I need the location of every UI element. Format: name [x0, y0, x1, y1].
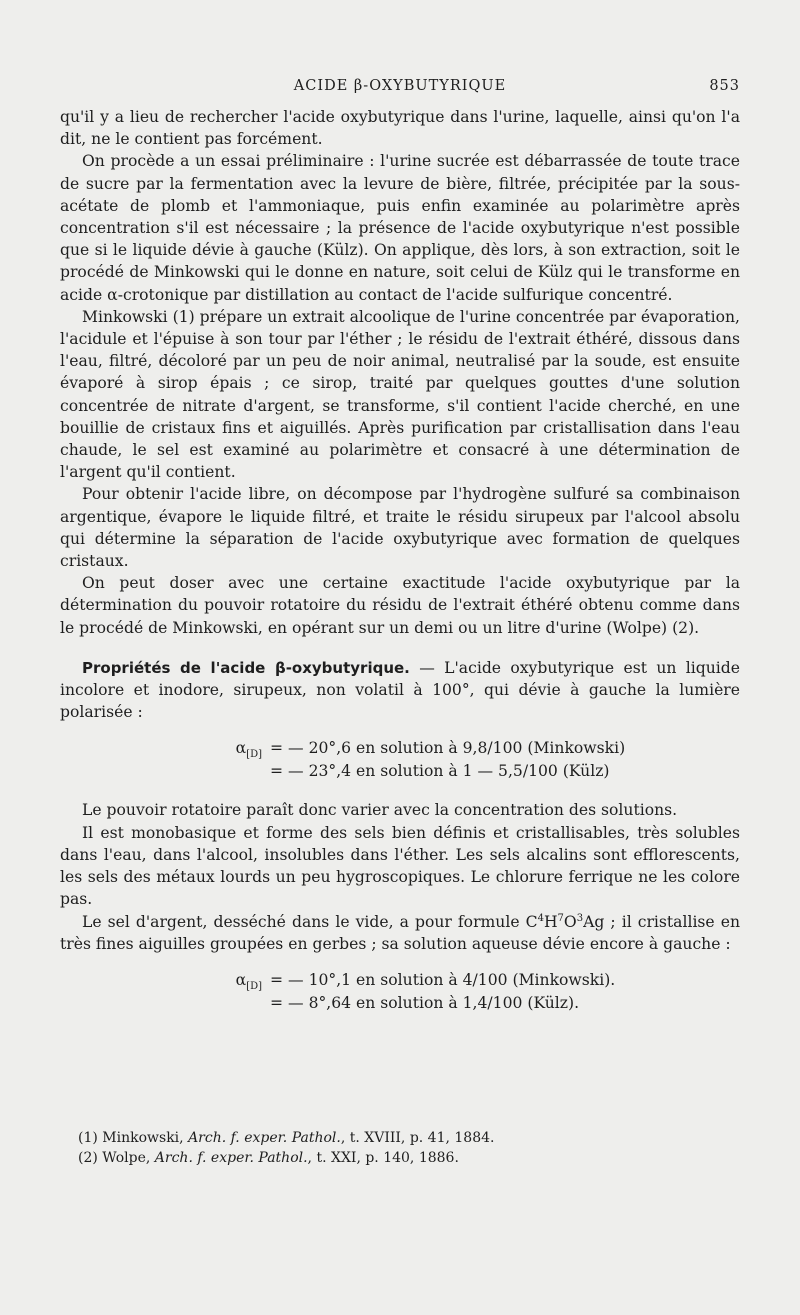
alpha-symbol: $\alpha_{[D]}$ [235, 739, 262, 761]
formula-row: = — 23°,4 en solution à 1 — 5,5/100 (Külz) [270, 762, 610, 781]
page-number: 853 [709, 78, 740, 94]
paragraph: qu'il y a lieu de rechercher l'acide oxybutyrique dans l'urine, laquelle, ainsi qu'on l'a dit, ne le contient pas forcément. [60, 108, 740, 149]
rotation-formula-2 [60, 969, 740, 1015]
paragraph: Le pouvoir rotatoire paraît donc varier avec la concentration des solutions. [82, 801, 678, 820]
section-heading: Propriétés de l'acide β-oxybutyrique. [82, 658, 410, 677]
running-header [60, 78, 740, 102]
paragraph: On procède a un essai préliminaire : l'urine sucrée est débarrassée de toute trace de sucre par la fermentation avec la levure de bière, filtrée, précipitée par la sous-acétate de plomb et l'ammoniaque, puis enfin examinée au polarimètre après concentration s'il est nécessaire ; la présence de l'acide oxybutyrique n'est possible que si le liquide dévie à gauche (Külz). On applique, dès lors, à son extraction, soit le procédé de Minkowski qui le donne en nature, soit celui de Külz qui le transforme en acide α-crotonique par distillation au contact de l'acide sulfurique concentré. [60, 152, 740, 304]
alpha-symbol: $\alpha_{[D]}$ [235, 970, 262, 993]
footnotes [78, 1128, 738, 1168]
section-paragraph [60, 657, 740, 724]
section-gap [60, 639, 740, 657]
paragraph: Pour obtenir l'acide libre, on décompose par l'hydrogène sulfuré sa combinaison argentique, évapore le liquide filtré, et traite le résidu sirupeux par l'alcool absolu qui détermine la séparation de l'acide oxybutyrique avec formation de quelques cristaux. [60, 485, 740, 571]
paragraph: On peut doser avec une certaine exactitude l'acide oxybutyrique par la détermination du pouvoir rotatoire du résidu de l'extrait éthéré obtenu comme dans le procédé de Minkowski, en opérant sur un demi ou un litre d'urine (Wolpe) (2). [60, 574, 740, 637]
formula-row: = — 8°,64 en solution à 1,4/100 (Külz). [270, 993, 580, 1012]
page-title: ACIDE β-OXYBUTYRIQUE [293, 78, 507, 94]
formula-row: $\alpha_{[D]}$ = — 10°,1 en solution à 4/100 (Minkowski). [204, 969, 740, 992]
paragraph: Minkowski (1) prépare un extrait alcoolique de l'urine concentrée par évaporation, l'acidule et l'épuise à son tour par l'éther ; le résidu de l'extrait éthéré, dissous dans l'eau, filtré, décoloré par un peu de noir animal, neutralisé par la soude, est ensuite évaporé à sirop épais ; ce sirop, traité par quelques gouttes d'une solution concentrée de nitrate d'argent, se transforme, s'il contient l'acide cherché, en une bouillie de cristaux fins et aiguillés. Après purification par cristallisation dans l'eau chaude, le sel est examiné au polarimètre et consacré à une détermination de l'argent qu'il contient. [60, 307, 740, 482]
footnote: (2) Wolpe, Arch. f. exper. Pathol., t. XXI, p. 140, 1886. [78, 1150, 459, 1166]
page-body [60, 106, 740, 1031]
formula-row: $\alpha_{[D]}$ = — 20°,6 en solution à 9,8/100 (Minkowski) [204, 737, 740, 760]
paragraph: Il est monobasique et forme des sels bien définis et cristallisables, très solubles dans l'eau, dans l'alcool, insolubles dans l'éther. Les sels alcalins sont efflorescents, les sels des métaux lourds un peu hygroscopiques. Le chlorure ferrique ne les colore pas. [60, 823, 740, 909]
paragraph: Le sel d'argent, desséché dans le vide, a pour formule $C^4H^7O^3Ag$ ; il cristallise en très fines aiguilles groupées en gerbes ; sa solution aqueuse dévie encore à gauche : [60, 912, 740, 953]
paragraph-text: — L'acide oxybutyrique est un liquide incolore et inodore, sirupeux, non volatil à 100°, qui dévie à gauche la lumière polarisée : [60, 658, 740, 722]
footnote: (1) Minkowski, Arch. f. exper. Pathol., t. XVIII, p. 41, 1884. [78, 1130, 495, 1146]
rotation-formula-1 [60, 737, 740, 783]
